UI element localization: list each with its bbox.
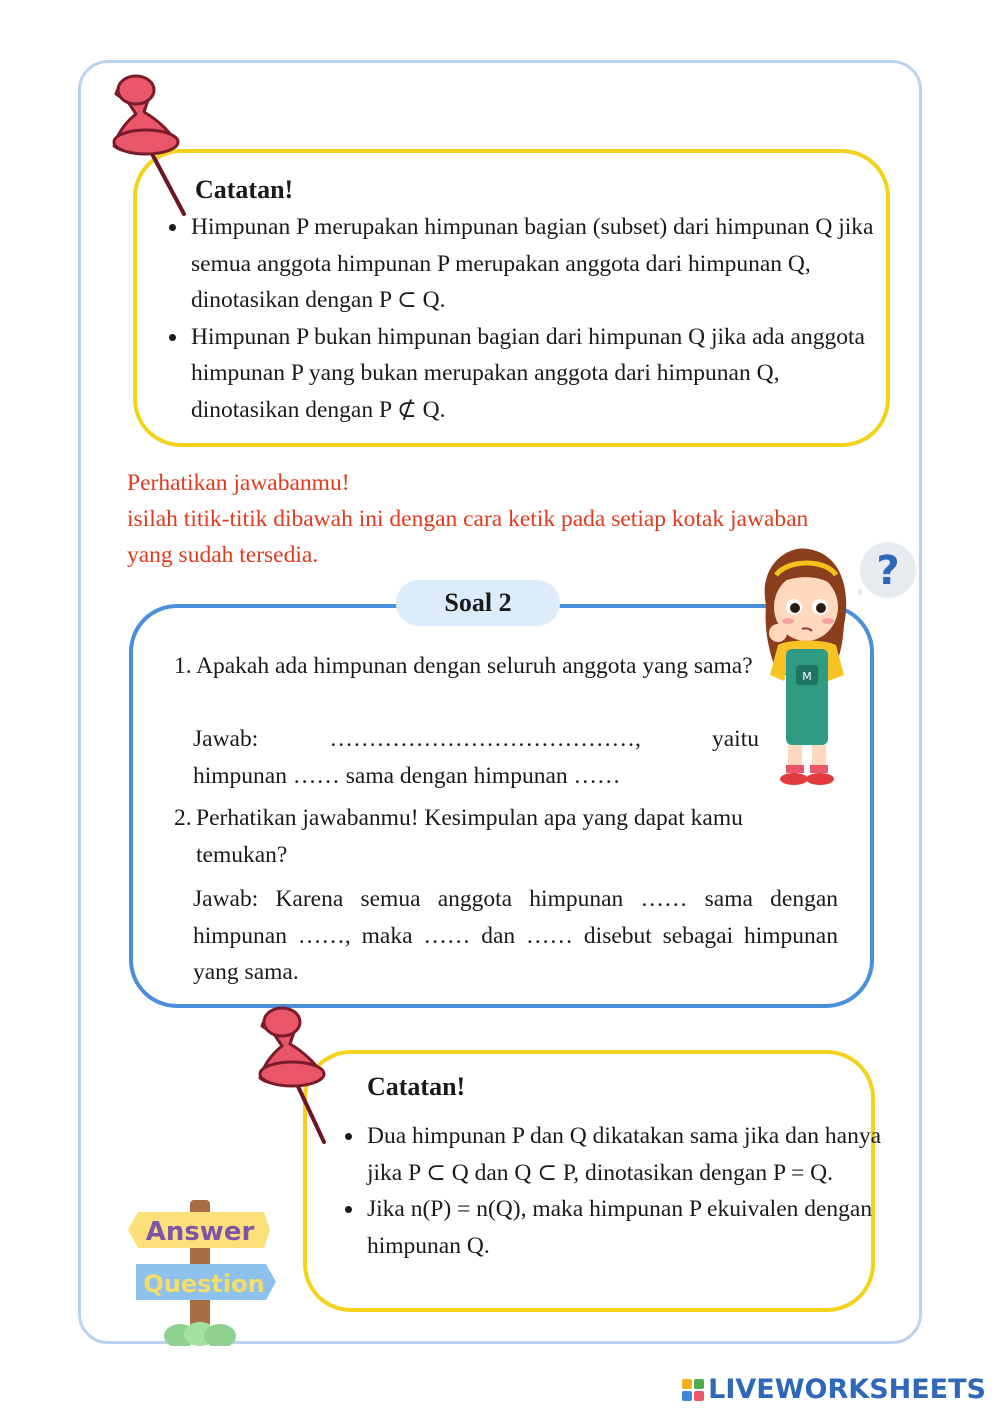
answer-2[interactable]: Jawab: Karena semua anggota himpunan …… sama dengan himpunan ……, maka …… dan …… disebut sebagai himpunan yang sama.	[193, 886, 838, 985]
question-number: 1.	[174, 653, 192, 679]
question-1	[174, 648, 776, 685]
answer-label: Jawab:	[193, 726, 259, 752]
note-box-subset	[133, 149, 890, 447]
instruction-line: Perhatikan jawabanmu!	[127, 470, 350, 496]
note-title: Catatan!	[195, 175, 294, 204]
answer-1	[193, 721, 759, 794]
note-item: • Himpunan P bukan himpunan bagian dari himpunan Q jika ada anggota himpunan P yang bukan merupakan anggota dari himpunan Q, dinotasikan dengan P ⊄ Q.	[189, 319, 889, 429]
pushpin-icon	[252, 1004, 342, 1154]
note-item: • Himpunan P merupakan himpunan bagian (subset) dari himpunan Q jika semua anggota himpunan P merupakan anggota dari himpunan Q, dinotasikan dengan P ⊂ Q.	[189, 209, 889, 319]
answer-question-signpost	[126, 1196, 282, 1346]
thinking-girl-illustration	[748, 545, 858, 795]
note-item: • Dua himpunan P dan Q dikatakan sama jika dan hanya jika P ⊂ Q dan Q ⊂ P, dinotasikan dengan P = Q.	[365, 1118, 885, 1191]
answer-line[interactable]: himpunan …… sama dengan himpunan ……	[193, 762, 621, 789]
signpost-question: Question	[143, 1270, 265, 1298]
badge-letter: M	[802, 670, 812, 683]
answer-blank[interactable]: …………………………………,	[329, 726, 641, 752]
note-list	[337, 1118, 885, 1264]
instructions	[127, 465, 847, 573]
brand-logo	[682, 1374, 986, 1405]
question-bubble-icon	[858, 540, 922, 604]
brand-icon	[682, 1379, 704, 1401]
instruction-line: isilah titik-titik dibawah ini dengan cara ketik pada setiap kotak jawaban yang sudah tersedia.	[127, 506, 809, 568]
question-2	[174, 800, 836, 873]
pushpin-icon	[106, 72, 196, 222]
note-title: Catatan!	[367, 1072, 466, 1101]
question-mark: ?	[876, 548, 900, 594]
note-box-equal-sets	[303, 1050, 882, 1312]
question-title: Soal 2	[396, 580, 560, 626]
note-list	[161, 209, 889, 428]
question-text: Apakah ada himpunan dengan seluruh anggota yang sama?	[196, 653, 753, 679]
answer-text: yaitu	[711, 726, 759, 752]
signpost-answer: Answer	[145, 1217, 255, 1247]
note-item: • Jika n(P) = n(Q), maka himpunan P ekuivalen dengan himpunan Q.	[365, 1191, 885, 1264]
question-text: Perhatikan jawabanmu! Kesimpulan apa yang dapat kamu temukan?	[196, 805, 743, 868]
brand-name: LIVEWORKSHEETS	[708, 1374, 986, 1405]
question-number: 2.	[174, 805, 192, 831]
